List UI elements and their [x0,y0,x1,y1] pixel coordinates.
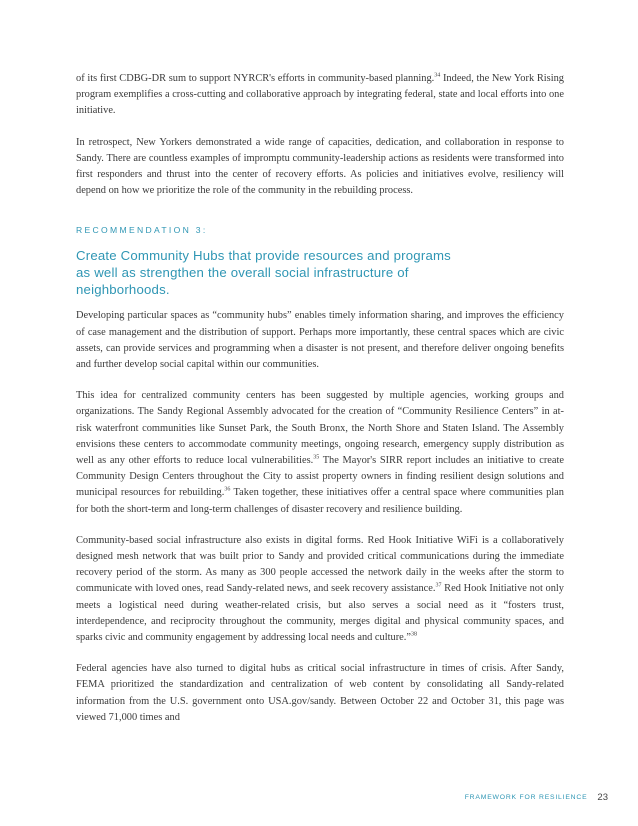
footer-section-label: FRAMEWORK FOR RESILIENCE [464,794,588,801]
footnote-marker: 36 [224,486,231,493]
paragraph-text: Community-based social infrastructure also exists in digital forms. Red Hook Initiative WiFi is a collaboratively designed mesh network that was built prior to Sandy and provided critical communications during the immediate recovery period of the storm. As many as 300 people accessed the network daily in the weeks after the storm to communicate with loved ones, read Sandy-related news, and seek recovery assistance. [76,534,564,595]
footnote-marker: 34 [434,72,441,79]
page-content [76,71,564,741]
paragraph-text: Indeed, the New York Rising program exemplifies a cross-cutting and collaborative approach by integrating federal, state and local efforts into one initiative. [76,73,564,117]
paragraph-text: This idea for centralized community centers has been suggested by multiple agencies, working groups and organizations. The Sandy Regional Assembly advocated for the creation of “Community Resilience Centers” in at-risk waterfront communities like Sunset Park, the South Bronx, the North Shore and Staten Island. The Assembly envisions these centers to accommodate community meetings, ongoing research, emergency supply distribution as well as any other efforts to reduce local vulnerabilities. [76,390,564,467]
footnote-marker: 38 [411,631,417,638]
body-paragraph [76,661,564,726]
paragraph-text: of its first CDBG-DR sum to support NYRCR's efforts in community-based planning. [76,73,435,84]
body-paragraph [76,308,564,373]
body-paragraphs [76,308,564,726]
paragraph-text: In retrospect, New Yorkers demonstrated a wide range of capacities, dedication, and collaboration in response to Sandy. There are countless examples of impromptu community-leadership actions as residents were transformed into first responders and thrust into the center of recovery efforts. As policies and initiatives evolve, resiliency will depend on how we prioritize the role of the community in the rebuilding process. [76,136,564,197]
body-paragraph [76,135,564,200]
footnote-marker: 37 [435,583,442,589]
paragraph-text: Developing particular spaces as “community hubs” enables timely information sharing, and improves the efficiency of case management and the distribution of support. Perhaps more importantly, these central spaces which are civic assets, can provide services and programming when a disaster is not present, and therefore deliver ongoing benefits and further develop social capital within our communities. [76,310,564,371]
footnote-marker: 35 [313,454,320,461]
body-paragraph [76,388,564,518]
body-paragraph [76,71,564,120]
intro-paragraphs [76,71,564,199]
page-number: 23 [597,792,608,803]
recommendation-label: RECOMMENDATION 3: [76,225,208,236]
recommendation-title: Create Community Hubs that provide resources and programs as well as strengthen the overall social infrastructure of neighborhoods. [76,248,451,298]
body-paragraph [76,533,564,646]
paragraph-text: Red Hook Initiative not only meets a logistical need during weather-related crisis, but also serves a social need as it “fosters trust, interdependence, and reciprocity throughout the community, merges digital and physical community spaces, and sparks civic and community engagement by addressing local needs and culture.” [76,583,565,644]
paragraph-text: Federal agencies have also turned to digital hubs as critical social infrastructure in times of crisis. After Sandy, FEMA prioritized the standardization and centralization of web content by consolidating all Sandy-related information from the U.S. government onto USA.gov/sandy. Between October 22 and October 31, this page was viewed 71,000 times and [76,663,564,723]
paragraph-text: The Mayor's SIRR report includes an initiative to create Community Design Centers throughout the City to assist property owners in finding resilient design solutions and municipal resources for rebuilding. [76,455,565,499]
page-footer [465,792,608,803]
paragraph-text: Taken together, these initiatives offer a central space where communities plan for both the short-term and long-term challenges of disaster recovery and resilience building. [76,487,564,515]
